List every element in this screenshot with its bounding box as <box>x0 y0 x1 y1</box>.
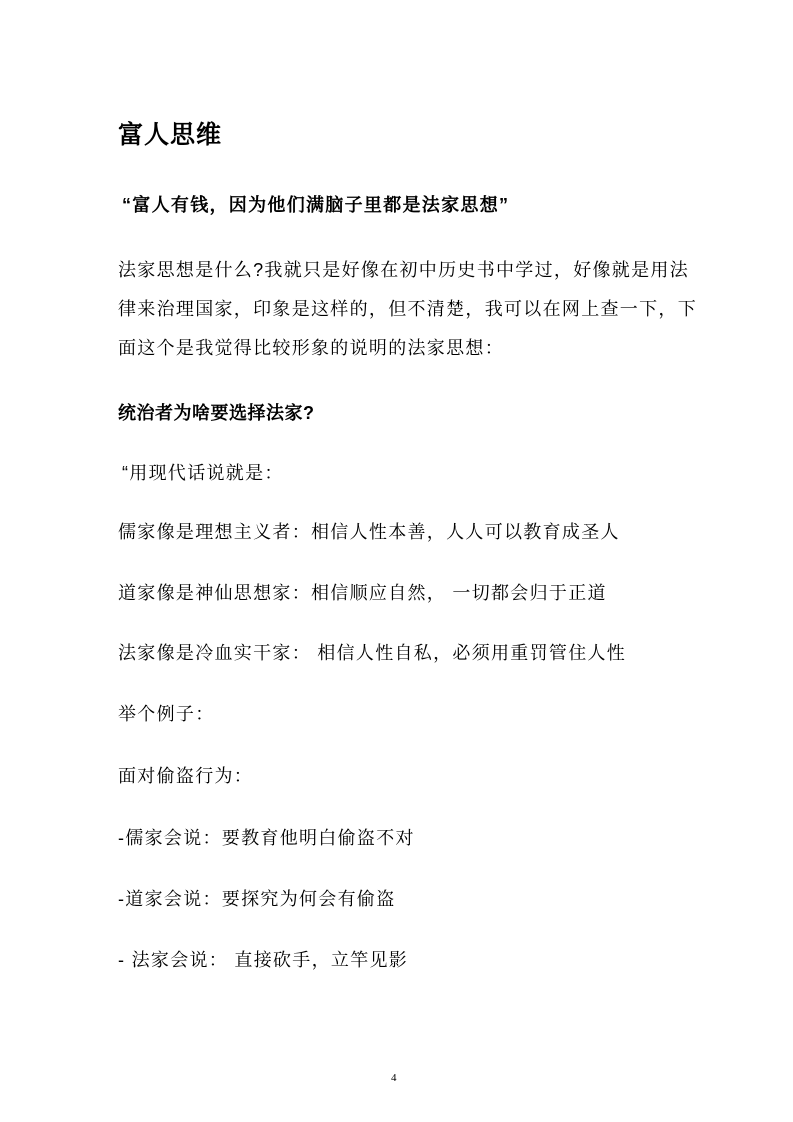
quote-heading: “富人有钱，因为他们满脑子里都是法家思想” <box>122 195 510 215</box>
page-number: 4 <box>391 1072 397 1084</box>
section-heading: 统治者为啥要选择法家? <box>118 403 315 423</box>
body-line: 法家像是冷血实干家： 相信人性自私，必须用重罚管住人性 <box>118 643 627 663</box>
body-line: 儒家像是理想主义者：相信人性本善，人人可以教育成圣人 <box>118 522 620 542</box>
intro-line: 面这个是我觉得比较形象的说明的法家思想： <box>118 338 504 358</box>
body-line: 道家像是神仙思想家：相信顺应自然， 一切都会归于正道 <box>118 583 607 603</box>
intro-line: 法家思想是什么?我就只是好像在初中历史书中学过，好像就是用法 <box>118 260 690 280</box>
body-line: 面对偷盗行为： <box>118 766 254 786</box>
body-line: 举个例子： <box>118 704 215 724</box>
body-line: -儒家会说：要教育他明白偷盗不对 <box>118 828 415 848</box>
intro-line: 律来治理国家，印象是这样的，但不清楚，我可以在网上查一下，下 <box>118 299 697 319</box>
page-title: 富人思维 <box>118 121 223 149</box>
body-line: - 法家会说： 直接砍手，立竿见影 <box>118 950 409 970</box>
body-line: -道家会说：要探究为何会有偷盗 <box>118 889 396 909</box>
body-line: “用现代话说就是： <box>122 463 284 483</box>
